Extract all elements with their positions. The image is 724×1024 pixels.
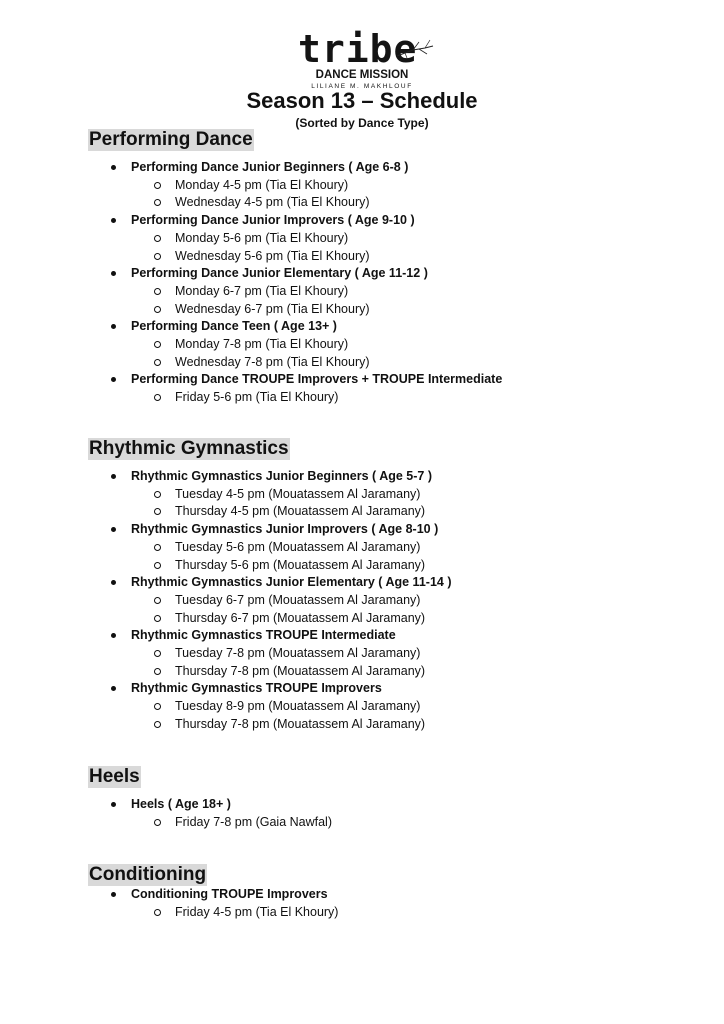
class-name: Performing Dance Junior Beginners ( Age 6-8 ) [88, 159, 688, 177]
circle-bullet-icon [154, 597, 161, 604]
bullet-icon [111, 892, 116, 897]
bullet-icon [111, 580, 116, 585]
session-item: Thursday 6-7 pm (Mouatassem Al Jaramany) [88, 610, 688, 628]
class-item [88, 796, 688, 831]
class-name: Rhythmic Gymnastics TROUPE Intermediate [88, 627, 688, 645]
session-list [88, 336, 688, 371]
logo-wordmark: tribe [298, 27, 418, 71]
session-list [88, 592, 688, 627]
circle-bullet-icon [154, 394, 161, 401]
section-conditioning [88, 864, 688, 921]
session-list [88, 230, 688, 265]
logo-subtitle: DANCE MISSION [315, 69, 409, 81]
class-name: Performing Dance Junior Improvers ( Age 9-10 ) [88, 212, 688, 230]
class-name: Heels ( Age 18+ ) [88, 796, 688, 814]
bullet-icon [111, 527, 116, 532]
circle-bullet-icon [154, 235, 161, 242]
session-item: Tuesday 7-8 pm (Mouatassem Al Jaramany) [88, 645, 688, 663]
circle-bullet-icon [154, 306, 161, 313]
session-item: Monday 5-6 pm (Tia El Khoury) [88, 230, 688, 248]
session-item: Wednesday 6-7 pm (Tia El Khoury) [88, 301, 688, 319]
class-name: Rhythmic Gymnastics Junior Elementary ( Age 11-14 ) [88, 574, 688, 592]
circle-bullet-icon [154, 341, 161, 348]
bullet-icon [111, 474, 116, 479]
class-item [88, 521, 688, 574]
circle-bullet-icon [154, 359, 161, 366]
bullet-icon [111, 271, 116, 276]
class-name: Performing Dance TROUPE Improvers + TROUPE Intermediate [88, 371, 688, 389]
circle-bullet-icon [154, 562, 161, 569]
circle-bullet-icon [154, 819, 161, 826]
session-item: Friday 5-6 pm (Tia El Khoury) [88, 389, 688, 407]
circle-bullet-icon [154, 253, 161, 260]
section-rhythmic-gymnastics [88, 438, 688, 734]
class-name: Conditioning TROUPE Improvers [88, 886, 688, 904]
session-list [88, 389, 688, 407]
session-item: Wednesday 5-6 pm (Tia El Khoury) [88, 248, 688, 266]
section-heading: Performing Dance [89, 129, 253, 150]
circle-bullet-icon [154, 650, 161, 657]
circle-bullet-icon [154, 668, 161, 675]
page-title: Season 13 – Schedule [246, 88, 478, 113]
session-list [88, 645, 688, 680]
session-item: Tuesday 5-6 pm (Mouatassem Al Jaramany) [88, 539, 688, 557]
session-item: Thursday 7-8 pm (Mouatassem Al Jaramany) [88, 716, 688, 734]
circle-bullet-icon [154, 491, 161, 498]
class-item [88, 265, 688, 318]
circle-bullet-icon [154, 199, 161, 206]
session-item: Wednesday 7-8 pm (Tia El Khoury) [88, 354, 688, 372]
session-item: Friday 7-8 pm (Gaia Nawfal) [88, 814, 688, 832]
branch-icon [395, 36, 435, 60]
class-item [88, 318, 688, 371]
session-item: Monday 6-7 pm (Tia El Khoury) [88, 283, 688, 301]
class-item [88, 468, 688, 521]
section-heading: Rhythmic Gymnastics [89, 438, 289, 459]
session-item: Tuesday 4-5 pm (Mouatassem Al Jaramany) [88, 486, 688, 504]
bullet-icon [111, 633, 116, 638]
class-name: Performing Dance Junior Elementary ( Age 11-12 ) [88, 265, 688, 283]
session-item: Thursday 5-6 pm (Mouatassem Al Jaramany) [88, 557, 688, 575]
logo [0, 16, 724, 90]
class-item [88, 371, 688, 406]
session-list [88, 698, 688, 733]
page-subtitle: (Sorted by Dance Type) [295, 116, 429, 130]
session-item: Tuesday 6-7 pm (Mouatassem Al Jaramany) [88, 592, 688, 610]
session-item: Thursday 7-8 pm (Mouatassem Al Jaramany) [88, 663, 688, 681]
class-item [88, 159, 688, 212]
session-list [88, 177, 688, 212]
session-list [88, 539, 688, 574]
bullet-icon [111, 324, 116, 329]
session-item: Monday 4-5 pm (Tia El Khoury) [88, 177, 688, 195]
session-list [88, 283, 688, 318]
session-item: Thursday 4-5 pm (Mouatassem Al Jaramany) [88, 503, 688, 521]
class-name: Performing Dance Teen ( Age 13+ ) [88, 318, 688, 336]
class-item [88, 574, 688, 627]
class-item [88, 680, 688, 733]
section-heels [88, 766, 688, 831]
class-item [88, 212, 688, 265]
circle-bullet-icon [154, 182, 161, 189]
session-item: Friday 4-5 pm (Tia El Khoury) [88, 904, 688, 922]
class-list [88, 468, 688, 734]
class-list [88, 796, 688, 831]
bullet-icon [111, 218, 116, 223]
class-list [88, 159, 688, 407]
circle-bullet-icon [154, 508, 161, 515]
circle-bullet-icon [154, 703, 161, 710]
class-name: Rhythmic Gymnastics Junior Beginners ( Age 5-7 ) [88, 468, 688, 486]
session-list [88, 904, 688, 922]
bullet-icon [111, 802, 116, 807]
class-name: Rhythmic Gymnastics Junior Improvers ( Age 8-10 ) [88, 521, 688, 539]
class-name: Rhythmic Gymnastics TROUPE Improvers [88, 680, 688, 698]
session-list [88, 486, 688, 521]
section-heading: Conditioning [89, 864, 207, 885]
circle-bullet-icon [154, 721, 161, 728]
section-performing-dance [88, 129, 688, 407]
class-item [88, 627, 688, 680]
session-item: Tuesday 8-9 pm (Mouatassem Al Jaramany) [88, 698, 688, 716]
session-item: Wednesday 4-5 pm (Tia El Khoury) [88, 194, 688, 212]
circle-bullet-icon [154, 615, 161, 622]
logo-founder-name: LILIANE M. MAKHLOUF [311, 83, 413, 90]
circle-bullet-icon [154, 544, 161, 551]
bullet-icon [111, 165, 116, 170]
bullet-icon [111, 686, 116, 691]
bullet-icon [111, 377, 116, 382]
circle-bullet-icon [154, 909, 161, 916]
class-item [88, 886, 688, 921]
session-list [88, 814, 688, 832]
session-item: Monday 7-8 pm (Tia El Khoury) [88, 336, 688, 354]
class-list [88, 886, 688, 921]
circle-bullet-icon [154, 288, 161, 295]
section-heading: Heels [89, 766, 140, 787]
